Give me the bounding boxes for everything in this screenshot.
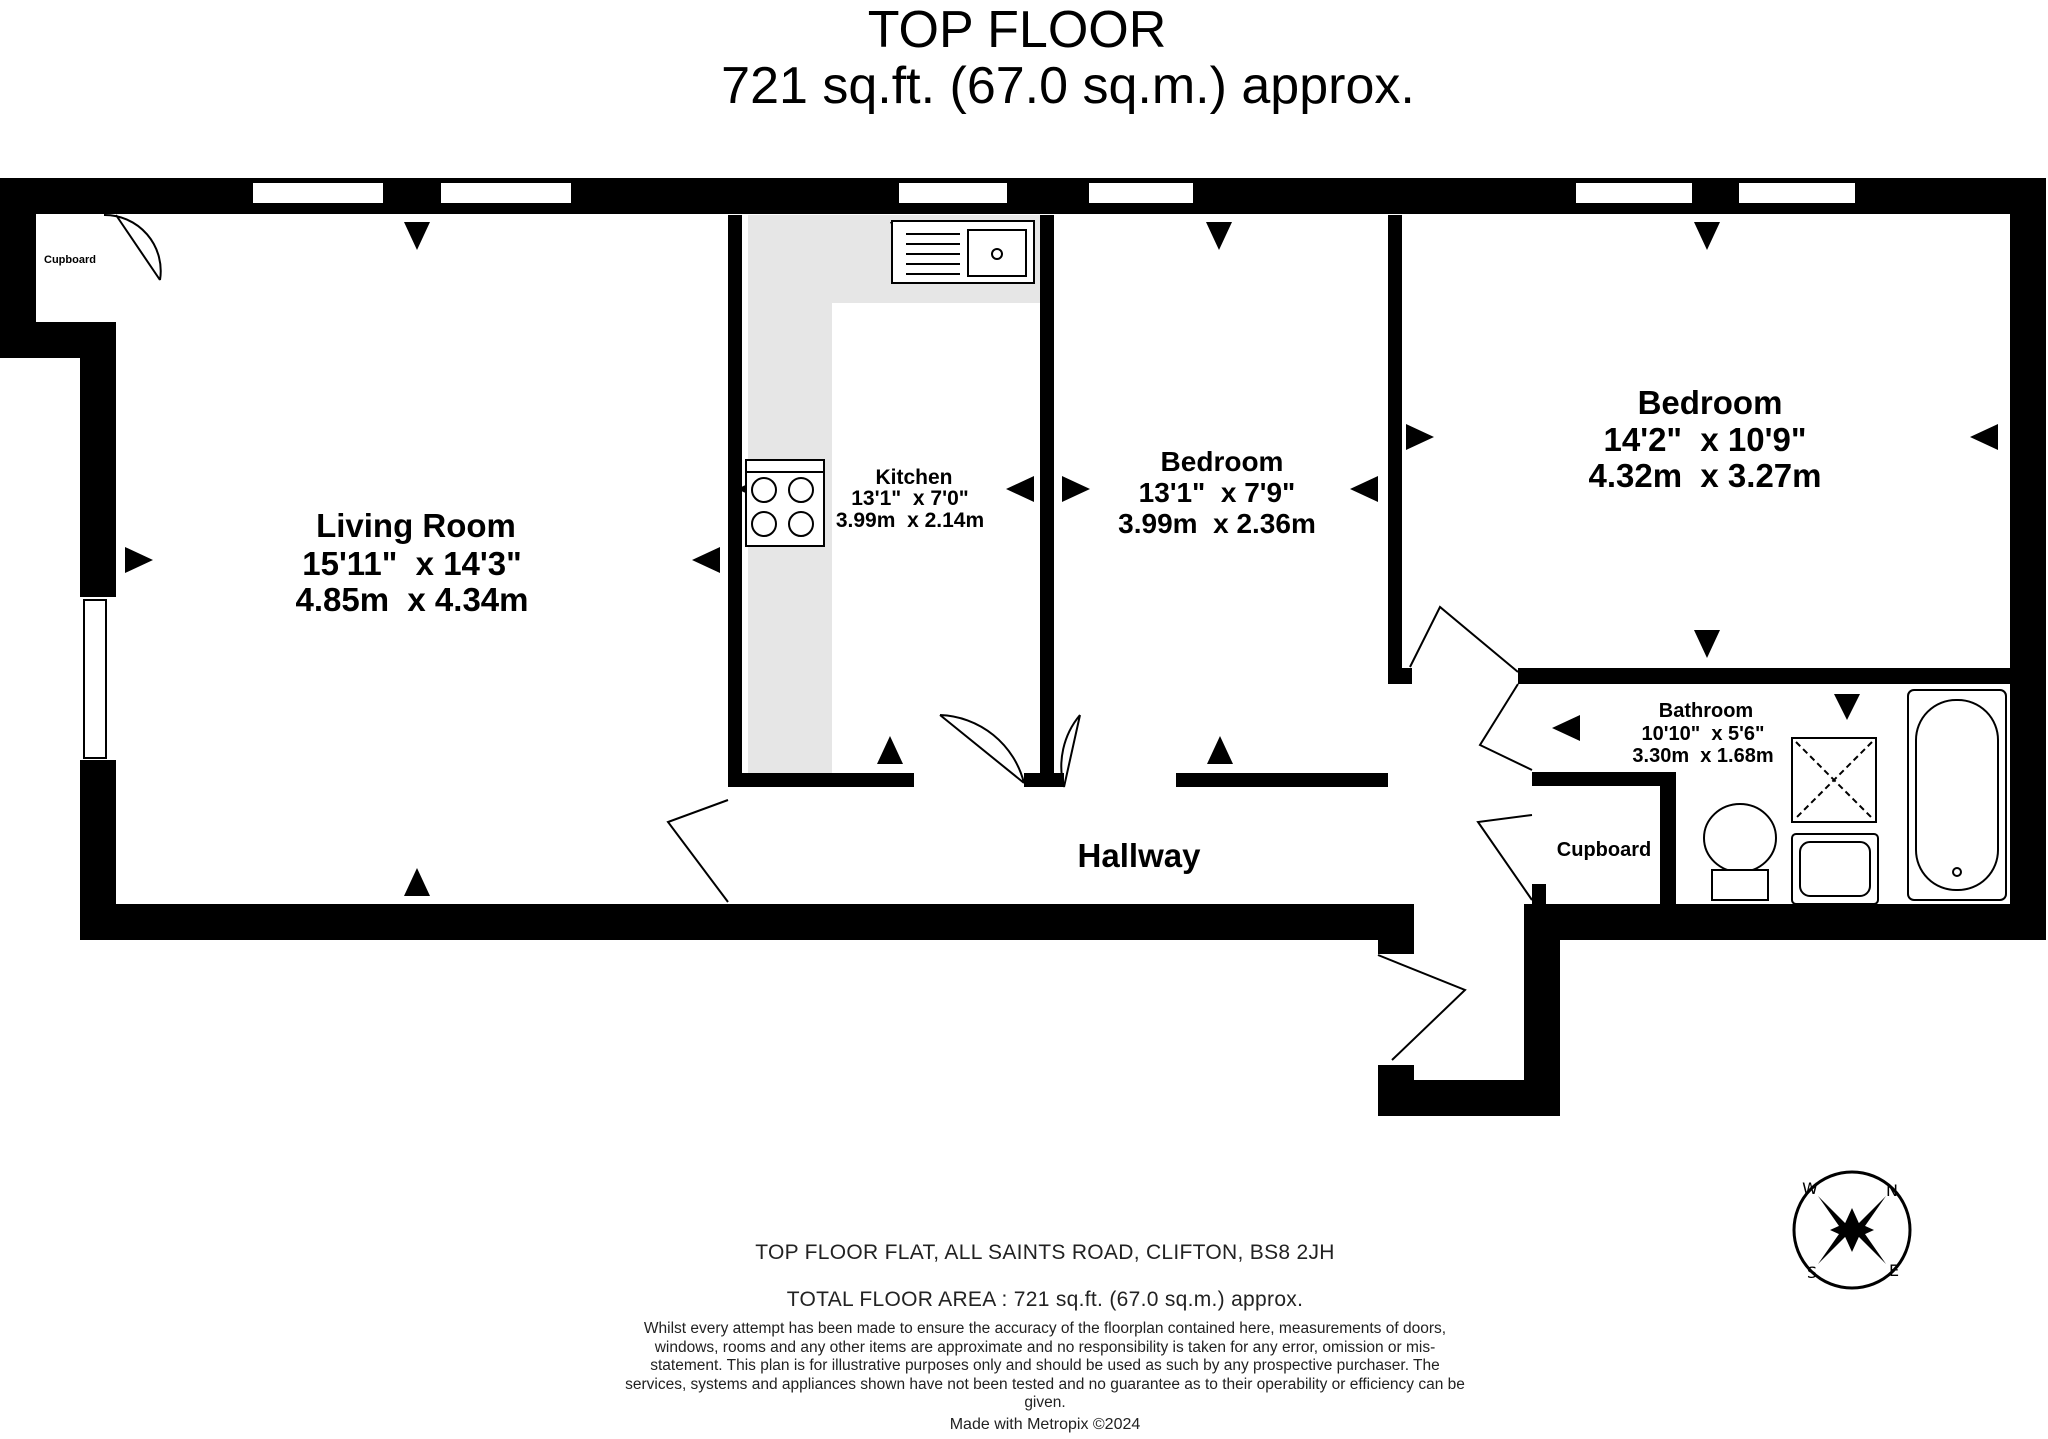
bedroom-1-name: Bedroom — [1160, 446, 1284, 477]
bedroom-2-metric: 4.32m x 3.27m — [1588, 457, 1822, 494]
kitchen-sink — [892, 221, 1034, 283]
bedroom-1-imperial: 13'1" x 7'9" — [1138, 477, 1296, 508]
bathroom-metric: 3.30m x 1.68m — [1632, 745, 1774, 767]
cupboard-small-name: Cupboard — [44, 254, 96, 266]
washbasin — [1792, 834, 1878, 904]
living-room-metric: 4.85m x 4.34m — [295, 581, 529, 618]
kitchen-hob — [746, 460, 824, 546]
toilet — [1704, 804, 1776, 900]
compass-s-label: S — [1806, 1263, 1818, 1282]
floor-area-heading: 721 sq.ft. (67.0 sq.m.) approx. — [721, 57, 1415, 115]
compass-w-label: W — [1802, 1179, 1818, 1198]
made-with-credit: Made with Metropix ©2024 — [949, 1416, 1141, 1433]
kitchen-imperial: 13'1" x 7'0" — [851, 487, 969, 510]
kitchen-metric: 3.99m x 2.14m — [835, 509, 985, 532]
total-floor-area: TOTAL FLOOR AREA : 721 sq.ft. (67.0 sq.m.) approx. — [786, 1288, 1304, 1311]
exterior-walls — [0, 178, 2046, 1116]
bedroom-2-imperial: 14'2" x 10'9" — [1603, 421, 1807, 458]
floor-title: TOP FLOOR — [867, 1, 1167, 59]
living-room-imperial: 15'11" x 14'3" — [302, 545, 522, 582]
disclaimer-text: Whilst every attempt has been made to ensure the accuracy of the floorplan contained here, measurements of doors, windows, rooms and any other items are approximate and no responsibility is taken for any error, omission or mis-statement. This plan is for illustrative purposes only and should be used as such by any prospective purchaser. The services, systems and appliances shown have not been tested and no guarantee as to their operability or efficiency can be given. — [625, 1320, 1465, 1411]
bathtub — [1908, 690, 2006, 900]
compass-n-label: N — [1886, 1181, 1898, 1200]
bathroom-imperial: 10'10" x 5'6" — [1641, 723, 1765, 745]
cupboard-hall-name: Cupboard — [1556, 839, 1652, 861]
kitchen-name: Kitchen — [875, 466, 953, 489]
shower-tray — [1792, 738, 1876, 822]
living-room-name: Living Room — [316, 507, 516, 544]
hallway-name: Hallway — [1077, 837, 1201, 874]
bedroom-1-metric: 3.99m x 2.36m — [1118, 508, 1316, 539]
compass-e-label: E — [1888, 1261, 1900, 1280]
property-address: TOP FLOOR FLAT, ALL SAINTS ROAD, CLIFTON, BS8 2JH — [755, 1241, 1335, 1264]
bathroom-name: Bathroom — [1658, 700, 1754, 722]
bedroom-2-name: Bedroom — [1637, 384, 1783, 421]
compass-rose — [1794, 1172, 1910, 1288]
